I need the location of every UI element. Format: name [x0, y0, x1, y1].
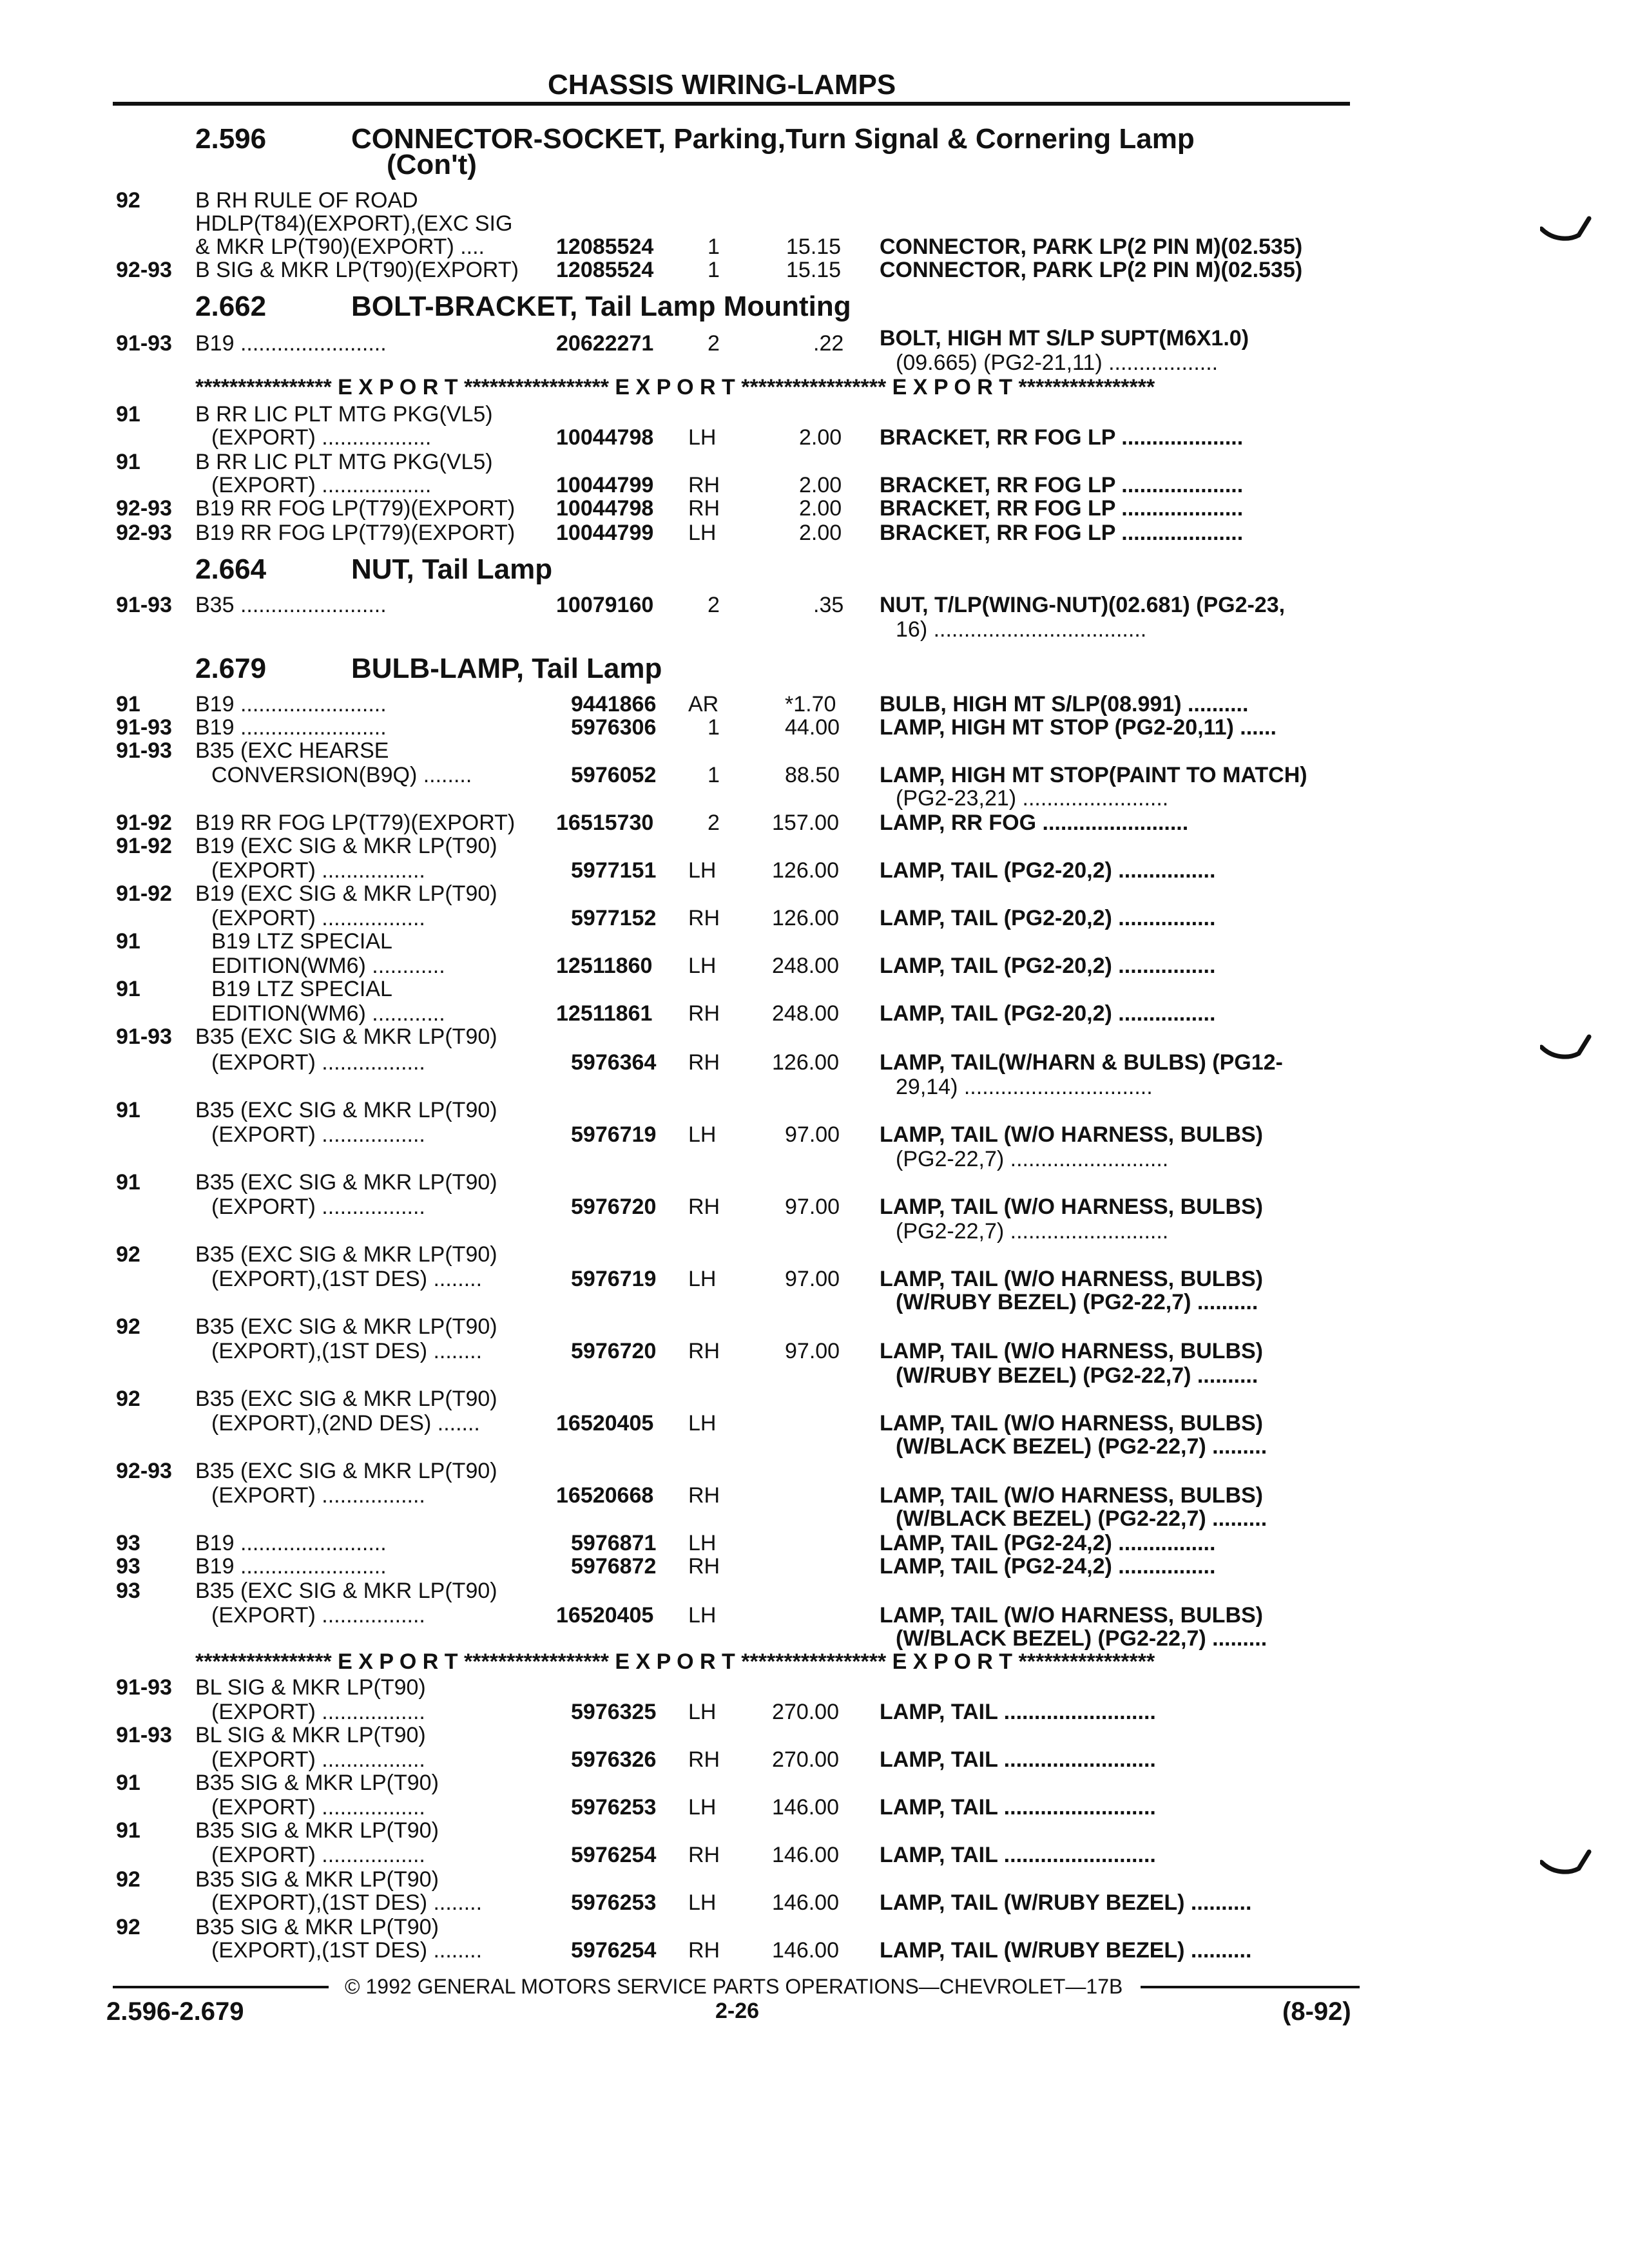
yr: 92 — [116, 1242, 140, 1267]
side: LH — [688, 1122, 717, 1147]
desc: B SIG & MKR LP(T90)(EXPORT) — [195, 258, 519, 282]
price: 146.00 — [772, 1795, 839, 1820]
qty: 1 — [708, 235, 720, 259]
yr: 91 — [116, 1818, 140, 1843]
name: LAMP, TAIL ......................... — [880, 1747, 1156, 1772]
desc: B35 ........................ — [195, 593, 387, 617]
sec-2664-title: NUT, Tail Lamp — [351, 553, 553, 585]
partno: 20622271 — [556, 331, 654, 356]
yr: 91 — [116, 402, 140, 427]
desc: (EXPORT) ................. — [211, 1747, 425, 1772]
name: LAMP, TAIL (PG2-20,2) ................ — [880, 858, 1216, 883]
sec-2662-title: BOLT-BRACKET, Tail Lamp Mounting — [351, 291, 851, 322]
name: (W/BLACK BEZEL) (PG2-22,7) ......... — [896, 1506, 1268, 1531]
partno: 12085524 — [556, 235, 654, 259]
price: 270.00 — [772, 1747, 839, 1772]
desc: BL SIG & MKR LP(T90) — [195, 1675, 426, 1700]
partno: 10044798 — [556, 425, 654, 450]
name: BOLT, HIGH MT S/LP SUPT(M6X1.0) — [880, 326, 1249, 351]
partno: 5976052 — [571, 763, 657, 787]
partno: 5976719 — [571, 1122, 657, 1147]
margin-check-mark — [1540, 216, 1592, 248]
desc: B35 SIG & MKR LP(T90) — [195, 1818, 439, 1843]
sec-2596-num: 2.596 — [195, 123, 267, 155]
side: RH — [688, 1195, 720, 1219]
name: (W/RUBY BEZEL) (PG2-22,7) .......... — [896, 1363, 1258, 1388]
partno: 5976306 — [571, 715, 657, 740]
name: LAMP, TAIL ......................... — [880, 1843, 1156, 1867]
margin-check-mark — [1540, 1034, 1592, 1066]
name: (PG2-22,7) .......................... — [896, 1219, 1169, 1244]
yr: 91-92 — [116, 881, 172, 906]
page-header-title: CHASSIS WIRING-LAMPS — [548, 69, 896, 101]
desc: B35 (EXC SIG & MKR LP(T90) — [195, 1579, 497, 1603]
name: CONNECTOR, PARK LP(2 PIN M)(02.535) — [880, 235, 1303, 259]
partno: 12511861 — [556, 1001, 653, 1026]
partno: 10079160 — [556, 593, 654, 617]
price: .35 — [813, 593, 844, 617]
name: LAMP, HIGH MT STOP (PG2-20,11) ...... — [880, 715, 1277, 740]
desc: (EXPORT) ................. — [211, 1700, 425, 1724]
yr: 92 — [116, 1867, 140, 1892]
price: 146.00 — [772, 1843, 839, 1867]
name: BRACKET, RR FOG LP .................... — [880, 473, 1244, 497]
price: 2.00 — [799, 496, 842, 521]
qty: 1 — [708, 258, 720, 282]
yr: 91 — [116, 450, 140, 474]
footer-date: (8-92) — [1282, 1997, 1351, 2026]
side: RH — [688, 1050, 720, 1075]
desc: B19 (EXC SIG & MKR LP(T90) — [195, 881, 497, 906]
desc: (EXPORT) ................. — [211, 1050, 425, 1075]
name: (PG2-22,7) .......................... — [896, 1147, 1169, 1171]
price: 15.15 — [786, 258, 842, 282]
side: RH — [688, 1843, 720, 1867]
name: LAMP, TAIL (W/O HARNESS, BULBS) — [880, 1195, 1263, 1219]
desc: B35 (EXC SIG & MKR LP(T90) — [195, 1314, 497, 1339]
desc: (EXPORT) ................. — [211, 1843, 425, 1867]
name: (W/RUBY BEZEL) (PG2-22,7) .......... — [896, 1290, 1258, 1314]
footer-page-number: 2-26 — [715, 1999, 760, 2023]
name: 16) ................................... — [896, 617, 1147, 642]
partno: 10044799 — [556, 521, 654, 545]
price: *1.70 — [785, 692, 836, 716]
name: NUT, T/LP(WING-NUT)(02.681) (PG2-23, — [880, 593, 1286, 617]
side: RH — [688, 1938, 720, 1963]
yr: 91-92 — [116, 834, 172, 858]
side: RH — [688, 1483, 720, 1508]
name: LAMP, TAIL ......................... — [880, 1700, 1156, 1724]
desc: B35 (EXC HEARSE — [195, 738, 389, 763]
desc: B35 (EXC SIG & MKR LP(T90) — [195, 1170, 497, 1195]
desc: B19 RR FOG LP(T79)(EXPORT) — [195, 496, 516, 521]
name: BRACKET, RR FOG LP .................... — [880, 425, 1244, 450]
name: LAMP, TAIL (W/RUBY BEZEL) .......... — [880, 1890, 1252, 1915]
price: 88.50 — [785, 763, 840, 787]
partno: 16520405 — [556, 1603, 654, 1628]
yr: 92 — [116, 188, 140, 213]
side: LH — [688, 1795, 717, 1820]
name: BULB, HIGH MT S/LP(08.991) .......... — [880, 692, 1249, 716]
partno: 5976872 — [571, 1554, 657, 1579]
yr: 91-93 — [116, 715, 172, 740]
footer-range: 2.596-2.679 — [106, 1997, 244, 2026]
partno: 5977152 — [571, 906, 657, 930]
yr: 91-93 — [116, 593, 172, 617]
price: 2.00 — [799, 425, 842, 450]
desc: B19 ........................ — [195, 1531, 387, 1555]
name: (09.665) (PG2-21,11) .................. — [896, 351, 1219, 375]
name: LAMP, TAIL (W/O HARNESS, BULBS) — [880, 1411, 1263, 1436]
desc: B RH RULE OF ROAD — [195, 188, 418, 213]
side: RH — [688, 1747, 720, 1772]
partno: 16520668 — [556, 1483, 654, 1508]
price: 126.00 — [772, 906, 839, 930]
yr: 91-93 — [116, 331, 172, 356]
name: LAMP, TAIL (W/O HARNESS, BULBS) — [880, 1267, 1263, 1291]
name: LAMP, TAIL (W/O HARNESS, BULBS) — [880, 1339, 1263, 1363]
yr: 92-93 — [116, 521, 172, 545]
desc: B35 (EXC SIG & MKR LP(T90) — [195, 1387, 497, 1411]
qty: 1 — [708, 763, 720, 787]
header-rule — [113, 102, 1350, 106]
price: 248.00 — [772, 1001, 839, 1026]
desc: (EXPORT) .................. — [211, 425, 432, 450]
sec-2679-num: 2.679 — [195, 653, 267, 684]
name: CONNECTOR, PARK LP(2 PIN M)(02.535) — [880, 258, 1303, 282]
sec-2596-cont: (Con't) — [387, 149, 477, 180]
partno: 10044798 — [556, 496, 654, 521]
yr: 93 — [116, 1531, 140, 1555]
yr: 91 — [116, 692, 140, 716]
name: LAMP, TAIL (W/O HARNESS, BULBS) — [880, 1603, 1263, 1628]
desc: B35 SIG & MKR LP(T90) — [195, 1915, 439, 1939]
partno: 16515730 — [556, 811, 654, 835]
desc: B RR LIC PLT MTG PKG(VL5) — [195, 402, 493, 427]
price: 44.00 — [785, 715, 840, 740]
yr: 91-93 — [116, 738, 172, 763]
price: 126.00 — [772, 858, 839, 883]
desc: B19 RR FOG LP(T79)(EXPORT) — [195, 811, 516, 835]
yr: 91-93 — [116, 1723, 172, 1747]
name: LAMP, TAIL(W/HARN & BULBS) (PG12- — [880, 1050, 1283, 1075]
export-banner: **************** E X P O R T ***************** E X P O R T ***************** E X P O R T **************** — [195, 375, 1155, 399]
partno: 12511860 — [556, 954, 653, 978]
price: 15.15 — [786, 235, 842, 259]
side: LH — [688, 1890, 717, 1915]
name: LAMP, TAIL (W/RUBY BEZEL) .......... — [880, 1938, 1252, 1963]
yr: 93 — [116, 1554, 140, 1579]
side: AR — [688, 692, 719, 716]
price: 2.00 — [799, 473, 842, 497]
price: 97.00 — [785, 1195, 840, 1219]
desc: (EXPORT),(1ST DES) ........ — [211, 1890, 483, 1915]
partno: 5976719 — [571, 1267, 657, 1291]
desc: (EXPORT) ................. — [211, 858, 425, 883]
qty: 2 — [708, 811, 720, 835]
side: LH — [688, 425, 717, 450]
qty: 1 — [708, 715, 720, 740]
desc: (EXPORT) .................. — [211, 473, 432, 497]
side: RH — [688, 473, 720, 497]
desc: B19 ........................ — [195, 692, 387, 716]
side: LH — [688, 954, 717, 978]
side: RH — [688, 1339, 720, 1363]
desc: (EXPORT),(1ST DES) ........ — [211, 1267, 483, 1291]
name: BRACKET, RR FOG LP .................... — [880, 521, 1244, 545]
desc: HDLP(T84)(EXPORT),(EXC SIG — [195, 211, 513, 236]
desc: (EXPORT),(1ST DES) ........ — [211, 1339, 483, 1363]
partno: 5976325 — [571, 1700, 657, 1724]
price: 270.00 — [772, 1700, 839, 1724]
yr: 91-93 — [116, 1675, 172, 1700]
yr: 91 — [116, 977, 140, 1001]
yr: 92 — [116, 1314, 140, 1339]
desc: B19 ........................ — [195, 331, 387, 356]
desc: B35 (EXC SIG & MKR LP(T90) — [195, 1024, 497, 1049]
partno: 10044799 — [556, 473, 654, 497]
side: RH — [688, 906, 720, 930]
name: LAMP, TAIL (PG2-20,2) ................ — [880, 954, 1216, 978]
yr: 92-93 — [116, 496, 172, 521]
name: (W/BLACK BEZEL) (PG2-22,7) ......... — [896, 1434, 1268, 1459]
desc: B35 (EXC SIG & MKR LP(T90) — [195, 1459, 497, 1483]
desc: (EXPORT) ................. — [211, 906, 425, 930]
desc: (EXPORT) ................. — [211, 1195, 425, 1219]
desc: (EXPORT) ................. — [211, 1483, 425, 1508]
yr: 91 — [116, 1771, 140, 1795]
side: LH — [688, 858, 717, 883]
name: BRACKET, RR FOG LP .................... — [880, 496, 1244, 521]
partno: 5976364 — [571, 1050, 657, 1075]
desc: B19 LTZ SPECIAL — [211, 977, 392, 1001]
name: LAMP, HIGH MT STOP(PAINT TO MATCH) — [880, 763, 1307, 787]
price: 97.00 — [785, 1122, 840, 1147]
footer-copyright: © 1992 GENERAL MOTORS SERVICE PARTS OPERATIONS—CHEVROLET—17B — [345, 1975, 1123, 1998]
name: LAMP, TAIL (PG2-24,2) ................ — [880, 1554, 1216, 1579]
desc: B35 (EXC SIG & MKR LP(T90) — [195, 1098, 497, 1122]
export-banner: **************** E X P O R T ***************** E X P O R T ***************** E X P O R T **************** — [195, 1649, 1155, 1674]
yr: 91 — [116, 1098, 140, 1122]
desc: B19 (EXC SIG & MKR LP(T90) — [195, 834, 497, 858]
yr: 92-93 — [116, 258, 172, 282]
desc: EDITION(WM6) ............ — [211, 1001, 445, 1026]
yr: 93 — [116, 1579, 140, 1603]
desc: CONVERSION(B9Q) ........ — [211, 763, 472, 787]
yr: 91 — [116, 1170, 140, 1195]
price: 248.00 — [772, 954, 839, 978]
side: LH — [688, 1267, 717, 1291]
desc: (EXPORT) ................. — [211, 1795, 425, 1820]
partno: 5976720 — [571, 1339, 657, 1363]
footer-rule-right — [1141, 1986, 1360, 1988]
desc: (EXPORT),(2ND DES) ....... — [211, 1411, 480, 1436]
sec-2664-num: 2.664 — [195, 553, 267, 585]
name: LAMP, TAIL (PG2-24,2) ................ — [880, 1531, 1216, 1555]
side: RH — [688, 1554, 720, 1579]
partno: 12085524 — [556, 258, 654, 282]
side: LH — [688, 1603, 717, 1628]
desc: B19 ........................ — [195, 1554, 387, 1579]
partno: 5976254 — [571, 1938, 657, 1963]
desc: B19 LTZ SPECIAL — [211, 929, 392, 954]
side: RH — [688, 1001, 720, 1026]
side: LH — [688, 521, 717, 545]
name: LAMP, TAIL (PG2-20,2) ................ — [880, 1001, 1216, 1026]
yr: 91 — [116, 929, 140, 954]
desc: (EXPORT) ................. — [211, 1122, 425, 1147]
price: 126.00 — [772, 1050, 839, 1075]
partno: 5977151 — [571, 858, 657, 883]
name: LAMP, TAIL (PG2-20,2) ................ — [880, 906, 1216, 930]
partno: 5976720 — [571, 1195, 657, 1219]
yr: 92-93 — [116, 1459, 172, 1483]
qty: 2 — [708, 331, 720, 356]
price: 146.00 — [772, 1890, 839, 1915]
yr: 91-93 — [116, 1024, 172, 1049]
name: LAMP, TAIL (W/O HARNESS, BULBS) — [880, 1122, 1263, 1147]
desc: (EXPORT) ................. — [211, 1603, 425, 1628]
yr: 92 — [116, 1387, 140, 1411]
footer-rule-left — [113, 1986, 329, 1988]
desc: & MKR LP(T90)(EXPORT) .... — [195, 235, 485, 259]
sec-2679-title: BULB-LAMP, Tail Lamp — [351, 653, 662, 684]
partno: 5976253 — [571, 1795, 657, 1820]
name: LAMP, TAIL (W/O HARNESS, BULBS) — [880, 1483, 1263, 1508]
partno: 5976871 — [571, 1531, 657, 1555]
name: LAMP, RR FOG ........................ — [880, 811, 1189, 835]
side: RH — [688, 496, 720, 521]
desc: B35 SIG & MKR LP(T90) — [195, 1771, 439, 1795]
name: (PG2-23,21) ........................ — [896, 786, 1169, 811]
name: 29,14) ............................... — [896, 1075, 1153, 1099]
qty: 2 — [708, 593, 720, 617]
yr: 92 — [116, 1915, 140, 1939]
yr: 91-92 — [116, 811, 172, 835]
price: 97.00 — [785, 1339, 840, 1363]
sec-2596-title: CONNECTOR-SOCKET, Parking,Turn Signal & Cornering Lamp — [351, 123, 1195, 155]
partno: 5976254 — [571, 1843, 657, 1867]
side: LH — [688, 1411, 717, 1436]
desc: B35 SIG & MKR LP(T90) — [195, 1867, 439, 1892]
desc: BL SIG & MKR LP(T90) — [195, 1723, 426, 1747]
desc: B19 ........................ — [195, 715, 387, 740]
partno: 5976326 — [571, 1747, 657, 1772]
price: 157.00 — [772, 811, 839, 835]
desc: EDITION(WM6) ............ — [211, 954, 445, 978]
side: LH — [688, 1531, 717, 1555]
partno: 9441866 — [571, 692, 657, 716]
price: 2.00 — [799, 521, 842, 545]
partno: 16520405 — [556, 1411, 654, 1436]
desc: B19 RR FOG LP(T79)(EXPORT) — [195, 521, 516, 545]
name: (W/BLACK BEZEL) (PG2-22,7) ......... — [896, 1626, 1268, 1651]
price: .22 — [813, 331, 844, 356]
desc: B35 (EXC SIG & MKR LP(T90) — [195, 1242, 497, 1267]
desc: B RR LIC PLT MTG PKG(VL5) — [195, 450, 493, 474]
price: 97.00 — [785, 1267, 840, 1291]
margin-check-mark — [1540, 1849, 1592, 1881]
side: LH — [688, 1700, 717, 1724]
partno: 5976253 — [571, 1890, 657, 1915]
price: 146.00 — [772, 1938, 839, 1963]
sec-2662-num: 2.662 — [195, 291, 267, 322]
desc: (EXPORT),(1ST DES) ........ — [211, 1938, 483, 1963]
name: LAMP, TAIL ......................... — [880, 1795, 1156, 1820]
